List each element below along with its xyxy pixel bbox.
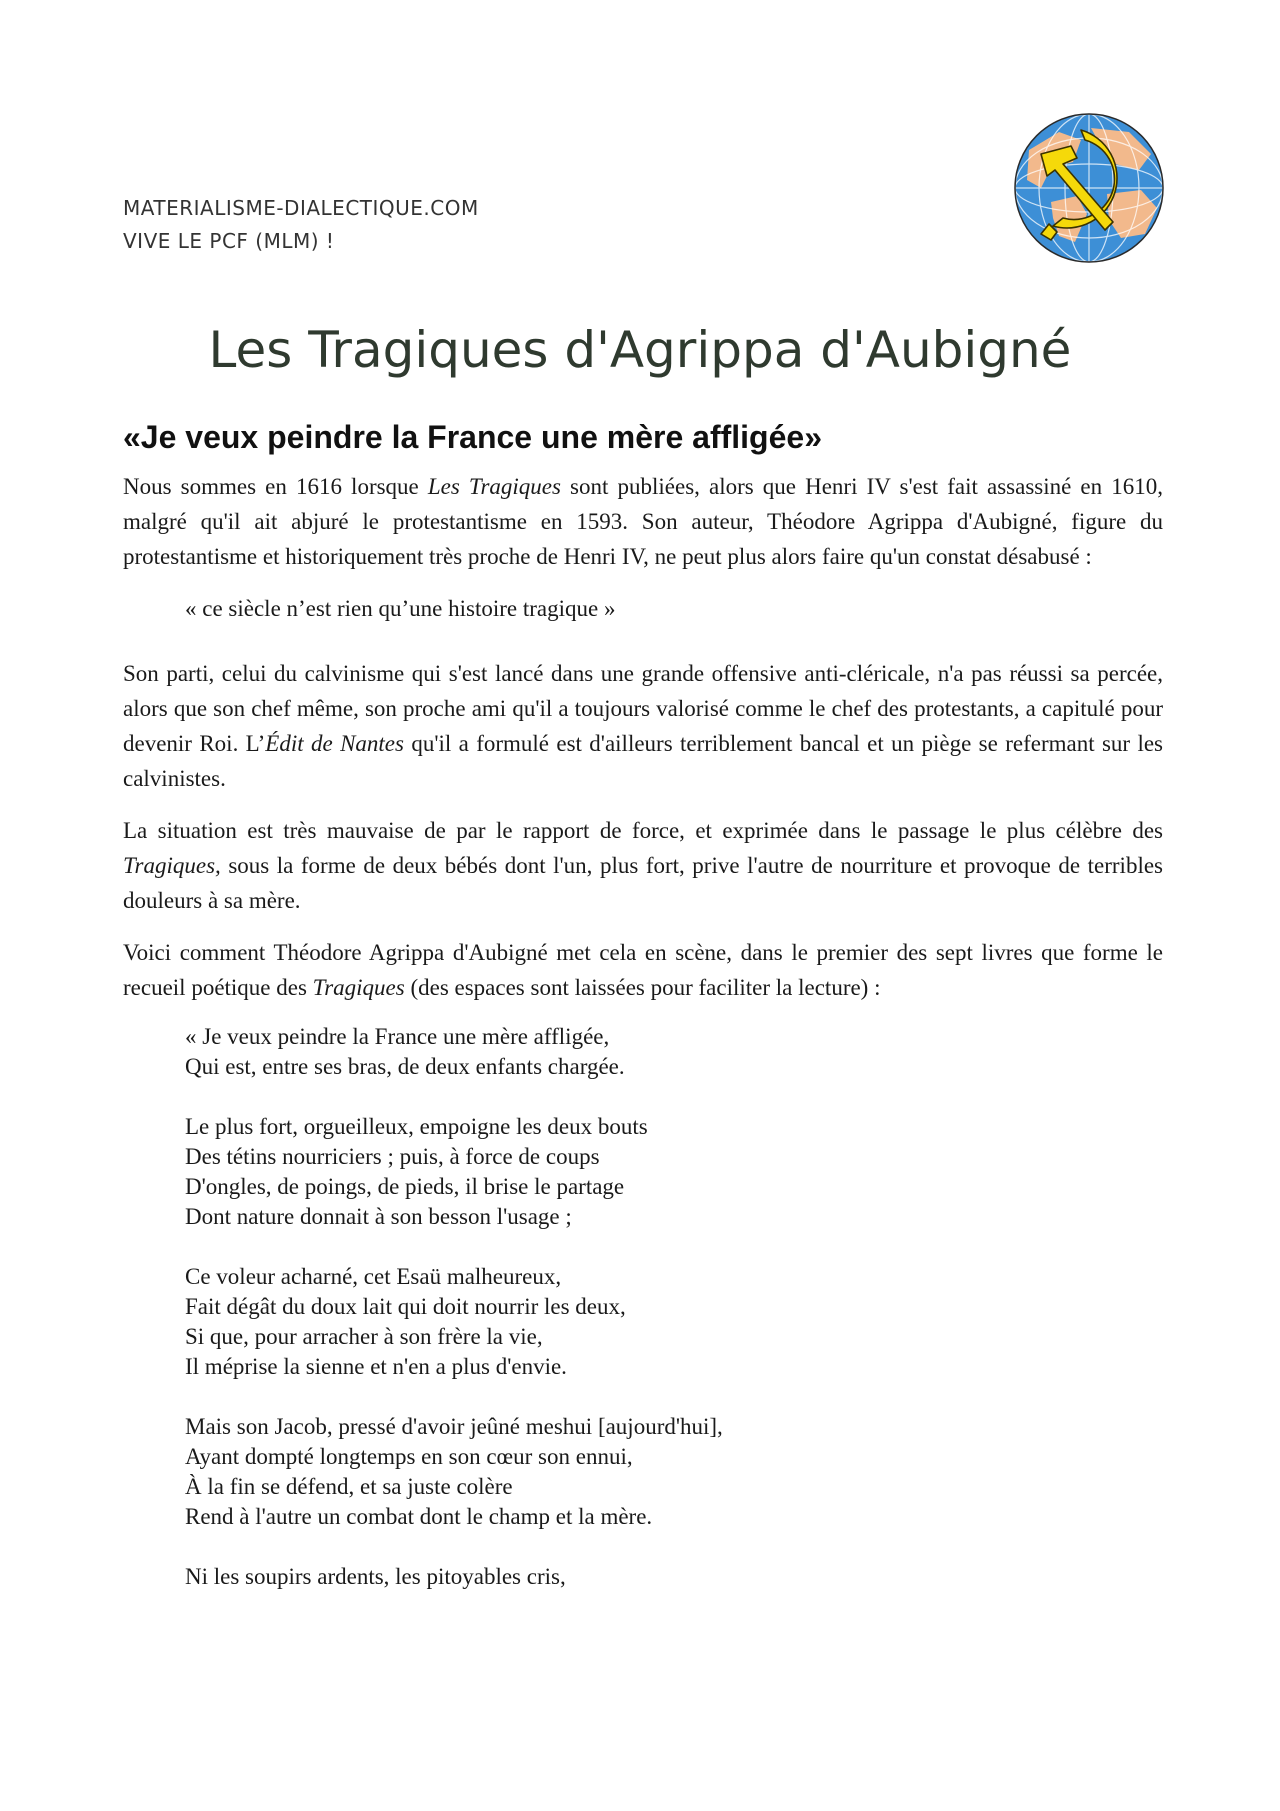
- poem-verse: D'ongles, de poings, de pieds, il brise le partage: [185, 1174, 625, 1199]
- poem-verse: Mais son Jacob, pressé d'avoir jeûné meshui [aujourd'hui],: [185, 1414, 723, 1439]
- block-quote: « ce siècle n’est rien qu’une histoire tragique »: [185, 596, 616, 621]
- site-header: [123, 192, 479, 258]
- poem-stanza: [185, 1412, 1163, 1532]
- poem-verse: Le plus fort, orgueilleux, empoigne les deux bouts: [185, 1114, 648, 1139]
- poem-verse: « Je veux peindre la France une mère affligée,: [185, 1024, 610, 1049]
- page-title: Les Tragiques d'Agrippa d'Aubigné: [208, 321, 1072, 379]
- paragraph-1: Nous sommes en 1616 lorsque Les Tragiques sont publiées, alors que Henri IV s'est fait assassiné en 1610, malgré qu'il ait abjuré le protestantisme en 1593. Son auteur, Théodore Agrippa d'Aubigné, figure du protestantisme et historiquement très proche de Henri IV, ne peut plus alors faire qu'un constat désabusé :: [123, 474, 1163, 569]
- poem: [185, 1022, 1163, 1592]
- paragraph-4: Voici comment Théodore Agrippa d'Aubigné met cela en scène, dans le premier des sept livres que forme le recueil poétique des Tragiques (des espaces sont laissées pour faciliter la lecture) :: [123, 940, 1163, 1000]
- poem-verse: Si que, pour arracher à son frère la vie,: [185, 1324, 543, 1349]
- paragraph-2: Son parti, celui du calvinisme qui s'est lancé dans une grande offensive anti-cléricale, n'a pas réussi sa percée, alors que son chef même, son proche ami qu'il a toujours valorisé comme le chef des protestants, a capitulé pour devenir Roi. L’Édit de Nantes qu'il a formulé est d'ailleurs terriblement bancal et un piège se refermant sur les calvinistes.: [123, 661, 1163, 791]
- poem-verse: Rend à l'autre un combat dont le champ et la mère.: [185, 1504, 653, 1529]
- poem-verse: Ayant dompté longtemps en son cœur son ennui,: [185, 1444, 633, 1469]
- poem-verse: Des tétins nourriciers ; puis, à force de coups: [185, 1144, 600, 1169]
- poem-verse: Ni les soupirs ardents, les pitoyables cris,: [185, 1564, 566, 1589]
- poem-verse: Ce voleur acharné, cet Esaü malheureux,: [185, 1264, 562, 1289]
- poem-stanza: [185, 1262, 1163, 1382]
- site-name[interactable]: MATERIALISME-DIALECTIQUE.COM: [123, 196, 479, 220]
- site-tagline: VIVE LE PCF (MLM) !: [123, 229, 335, 253]
- globe-hammer-sickle-logo: [1011, 110, 1167, 266]
- poem-verse: Il méprise la sienne et n'en a plus d'envie.: [185, 1354, 567, 1379]
- poem-verse: Qui est, entre ses bras, de deux enfants chargée.: [185, 1054, 625, 1079]
- poem-stanza: [185, 1022, 1163, 1082]
- poem-verse: À la fin se défend, et sa juste colère: [185, 1474, 513, 1499]
- poem-verse: Fait dégât du doux lait qui doit nourrir les deux,: [185, 1294, 626, 1319]
- poem-stanza: [185, 1562, 1163, 1592]
- article-body: [123, 415, 1163, 1622]
- paragraph-3: La situation est très mauvaise de par le rapport de force, et exprimée dans le passage le plus célèbre des Tragiques, sous la forme de deux bébés dont l'un, plus fort, prive l'autre de nourriture et provoque de terribles douleurs à sa mère.: [123, 818, 1163, 913]
- poem-verse: Dont nature donnait à son besson l'usage ;: [185, 1204, 572, 1229]
- poem-stanza: [185, 1112, 1163, 1232]
- section-heading: «Je veux peindre la France une mère affligée»: [123, 419, 822, 455]
